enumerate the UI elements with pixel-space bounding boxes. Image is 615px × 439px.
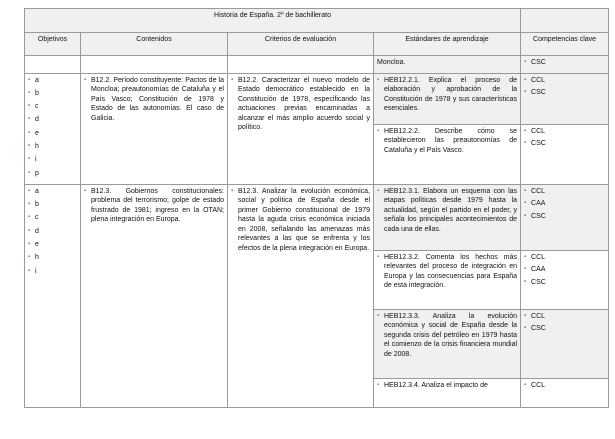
objetivo-item: ▪ p <box>28 169 77 179</box>
criterio-text: ▪ B12.3. Analizar la evolución económica, social y política de España desde el primer Gobierno constitucional de 1979 hasta la aguda crisis económica iniciada en 2008, señalando las amenazas más relevantes a las que se enfrenta y los efectos de la plena integración en Europa. <box>231 187 370 254</box>
header-estandares: Estándares de aprendizaje <box>374 33 521 56</box>
header-objetivos: Objetivos <box>25 33 81 56</box>
objetivos-cell <box>25 73 81 184</box>
competencia-item: ▪ CCL <box>524 187 605 197</box>
objetivo-item: ▪ h <box>28 142 77 152</box>
competencias-cell <box>521 378 609 407</box>
competencia-item: ▪ CCL <box>524 76 605 86</box>
standard-cell <box>374 309 521 378</box>
competencia-item: ▪ CSC <box>524 88 605 98</box>
competencias-cell <box>521 124 609 184</box>
header-row <box>25 33 609 56</box>
competencia-item: ▪ CSC <box>524 324 605 334</box>
competencias-cell <box>521 73 609 124</box>
contenido-text: ▪ B12.3. Gobiernos constitucionales: problema del terrorismo; golpe de estado frustrado de 1981; ingreso en la OTAN; plena integración en Europa. <box>84 187 224 225</box>
standard-cell <box>374 184 521 250</box>
competencia-item: ▪ CCL <box>524 381 605 391</box>
table-title: Historia de España. 2º de bachillerato <box>25 9 521 33</box>
objetivo-item: ▪ d <box>28 115 77 125</box>
standard-cell <box>374 378 521 407</box>
objetivo-item: ▪ b <box>28 200 77 210</box>
header-contenidos: Contenidos <box>81 33 228 56</box>
competencia-item: ▪ CSC <box>524 58 605 68</box>
objetivo-item: ▪ c <box>28 213 77 223</box>
competencia-item: ▪ CAA <box>524 265 605 275</box>
standard-text: ▪ HEB12.3.4. Analiza el impacto de <box>377 381 517 391</box>
standard-cell <box>374 124 521 184</box>
objetivo-item: ▪ i <box>28 155 77 165</box>
objetivo-item: ▪ a <box>28 187 77 197</box>
title-empty-cell <box>521 9 609 33</box>
curriculum-table <box>24 8 609 408</box>
standard-text: ▪ HEB12.3.3. Analiza la evolución económica y social de España desde la segunda crisis del petróleo en 1979 hasta el comienzo de la crisis financiera mundial de 2008. <box>377 312 517 360</box>
objetivo-item: ▪ b <box>28 89 77 99</box>
competencias-cell <box>521 250 609 309</box>
objetivos-cell <box>25 184 81 407</box>
standard-cell <box>374 250 521 309</box>
competencia-item: ▪ CCL <box>524 253 605 263</box>
contenido-cell <box>81 73 228 184</box>
header-criterios: Criterios de evaluación <box>228 33 374 56</box>
criterio-text: ▪ B12.2. Caracterizar el nuevo modelo de Estado democrático establecido en la Constitución de 1978, especificando las actuaciones previas encaminadas a alcanzar el más amplio acuerdo social y político. <box>231 76 370 133</box>
competencia-item: ▪ CCL <box>524 127 605 137</box>
standard-text: ▪ HEB12.3.2. Comenta los hechos más relevantes del proceso de integración en Europa y las consecuencias para España de esta integración. <box>377 253 517 291</box>
contenido-text: ▪ B12.2. Período constituyente: Pactos de la Moncloa; preautonomías de Cataluña y el País Vasco; Constitución de 1978 y Estado de las autonomías. El caso de Galicia. <box>84 76 224 124</box>
criterio-cell <box>228 73 374 184</box>
standard-text: ▪ HEB12.2.1. Explica el proceso de elaboración y aprobación de la Constitución de 1978 y sus características esenciales. <box>377 76 517 114</box>
competencias-cell <box>521 184 609 250</box>
competencia-item: ▪ CAA <box>524 199 605 209</box>
title-row <box>25 9 609 33</box>
competencia-item: ▪ CCL <box>524 312 605 322</box>
objetivo-item: ▪ e <box>28 240 77 250</box>
objetivo-item: ▪ c <box>28 102 77 112</box>
competencias-cell <box>521 309 609 378</box>
competencia-item: ▪ CSC <box>524 278 605 288</box>
block1-row-1 <box>25 73 609 124</box>
competencia-item: ▪ CSC <box>524 139 605 149</box>
continuation-row <box>25 56 609 74</box>
competencia-item: ▪ CSC <box>524 212 605 222</box>
standard-text: ▪ HEB12.3.1. Elabora un esquema con las etapas políticas desde 1979 hasta la actualidad, según el partido en el poder, y señala los principales acontecimientos de cada una de ellas. <box>377 187 517 235</box>
objetivo-item: ▪ d <box>28 227 77 237</box>
objetivo-item: ▪ e <box>28 129 77 139</box>
standard-continuation: Moncloa. <box>374 56 521 74</box>
header-competencias: Competencias clave <box>521 33 609 56</box>
objetivo-item: ▪ h <box>28 253 77 263</box>
contenido-cell <box>81 184 228 407</box>
criterio-cell <box>228 184 374 407</box>
empty-cell <box>25 56 81 74</box>
empty-cell <box>81 56 228 74</box>
competencias-cell <box>521 56 609 74</box>
standard-text: ▪ HEB12.2.2. Describe cómo se establecieron las preautonomías de Cataluña y el País Vasco. <box>377 127 517 156</box>
objetivo-item: ▪ a <box>28 76 77 86</box>
standard-cell <box>374 73 521 124</box>
objetivo-item: ▪ i <box>28 267 77 277</box>
empty-cell <box>228 56 374 74</box>
block2-row-1 <box>25 184 609 250</box>
